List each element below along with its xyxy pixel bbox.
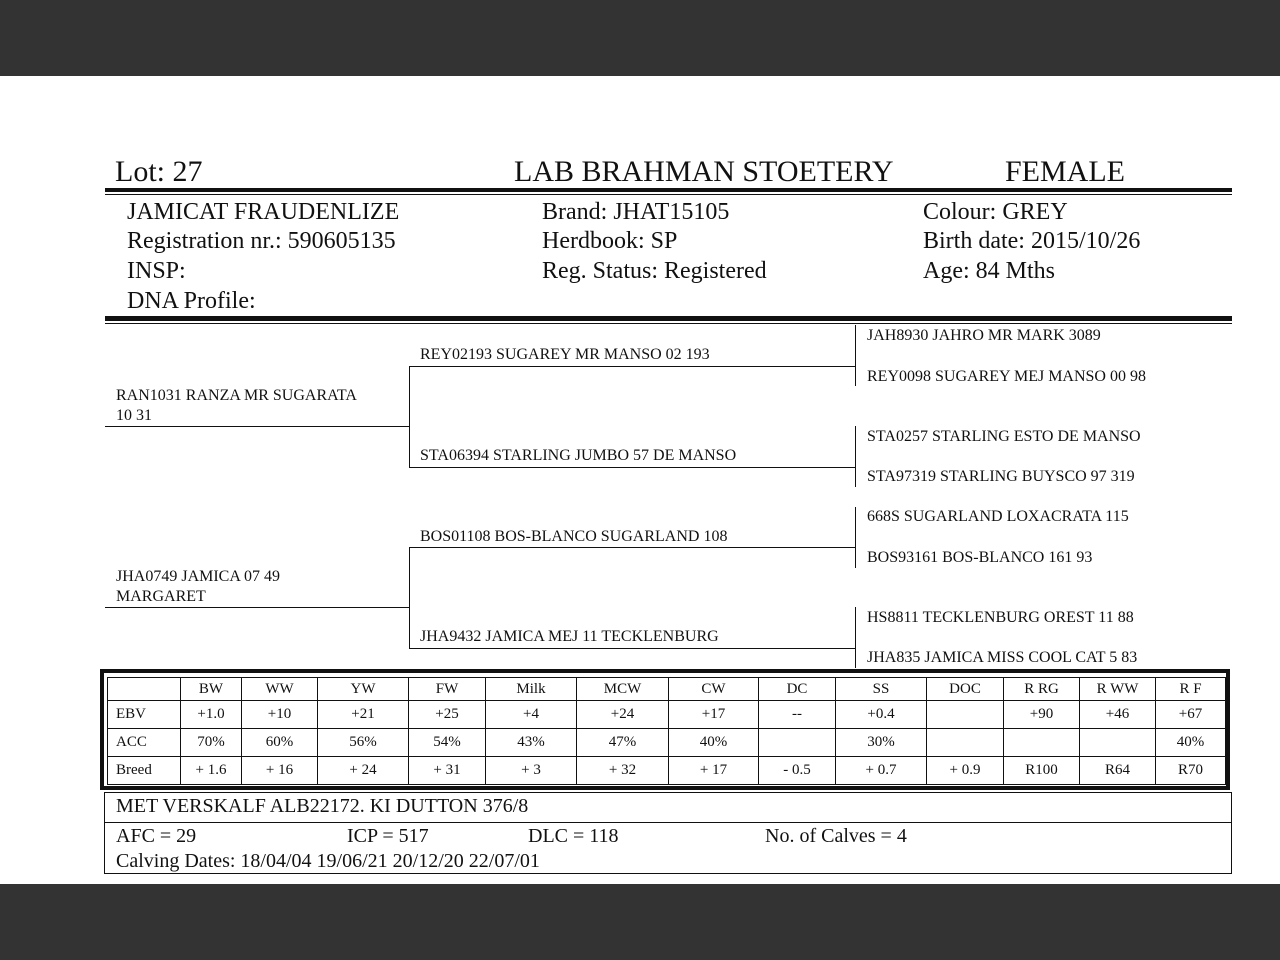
- animal-name: JAMICAT FRAUDENLIZE: [127, 199, 400, 225]
- ss-bracket: [855, 325, 856, 386]
- sex-label: FEMALE: [1005, 155, 1125, 188]
- ebv-cell: 60%: [242, 729, 318, 757]
- sd-line: [409, 467, 855, 468]
- ebv-cell: + 16: [242, 757, 318, 785]
- ebv-header-cell: DOC: [927, 678, 1004, 701]
- insp-field: INSP:: [127, 258, 186, 284]
- ebv-row-label: Breed: [108, 757, 181, 785]
- ebv-cell: R64: [1080, 757, 1156, 785]
- remark-text: MET VERSKALF ALB22172. KI DUTTON 376/8: [116, 795, 529, 817]
- ebv-cell: +1.0: [181, 701, 242, 729]
- sire-name: RAN1031 RANZA MR SUGARATA: [116, 387, 357, 404]
- ebv-row: [108, 701, 1226, 729]
- notes-separator: [104, 822, 1232, 823]
- ebv-cell: 40%: [669, 729, 759, 757]
- ebv-cell: [759, 729, 836, 757]
- ebv-cell: + 31: [409, 757, 486, 785]
- ebv-cell: + 32: [577, 757, 669, 785]
- info-rule: [105, 316, 1232, 321]
- calving-dates: Calving Dates: 18/04/04 19/06/21 20/12/20 22/07/01: [116, 850, 540, 872]
- ebv-cell: 43%: [486, 729, 577, 757]
- ebv-table: [107, 677, 1226, 785]
- ds-bracket: [855, 507, 856, 568]
- ebv-cell: +67: [1156, 701, 1226, 729]
- ebv-cell: + 17: [669, 757, 759, 785]
- ebv-cell: [927, 701, 1004, 729]
- sd-bracket: [855, 426, 856, 487]
- dsd-name: BOS93161 BOS-BLANCO 161 93: [867, 549, 1093, 566]
- ebv-header-cell: R F: [1156, 678, 1226, 701]
- breeder-name: LAB BRAHMAN STOETERY: [514, 155, 894, 188]
- afc-value: AFC = 29: [116, 825, 197, 847]
- colour-field: Colour: GREY: [923, 199, 1068, 225]
- ebv-header-cell: WW: [242, 678, 318, 701]
- ebv-cell: +90: [1004, 701, 1080, 729]
- icp-value: ICP = 517: [347, 825, 429, 847]
- ebv-cell: + 0.7: [836, 757, 927, 785]
- sds-name: STA0257 STARLING ESTO DE MANSO: [867, 428, 1141, 445]
- ebv-cell: R100: [1004, 757, 1080, 785]
- ebv-cell: + 24: [318, 757, 409, 785]
- ebv-cell: + 1.6: [181, 757, 242, 785]
- dam-line: [105, 607, 409, 608]
- ebv-cell: 56%: [318, 729, 409, 757]
- ebv-header-cell: Milk: [486, 678, 577, 701]
- reg-status-field: Reg. Status: Registered: [542, 258, 767, 284]
- ebv-header-cell: FW: [409, 678, 486, 701]
- ds-line: [409, 547, 855, 548]
- ebv-cell: +24: [577, 701, 669, 729]
- ebv-header-cell: SS: [836, 678, 927, 701]
- ebv-cell: +25: [409, 701, 486, 729]
- ddd-name: JHA835 JAMICA MISS COOL CAT 5 83: [867, 649, 1138, 666]
- sdd-name: STA97319 STARLING BUYSCO 97 319: [867, 468, 1135, 485]
- calves-count: No. of Calves = 4: [765, 825, 907, 847]
- ebv-cell: 40%: [1156, 729, 1226, 757]
- sire-bracket: [409, 366, 410, 467]
- sire-line: [105, 426, 409, 427]
- sire-name-line2: 10 31: [116, 407, 152, 424]
- ebv-header-row: [108, 678, 1226, 701]
- ebv-header-cell: DC: [759, 678, 836, 701]
- ebv-cell: --: [759, 701, 836, 729]
- top-frame-bar: [0, 0, 1280, 76]
- ebv-cell: +4: [486, 701, 577, 729]
- dam-name-line2: MARGARET: [116, 588, 206, 605]
- ebv-header-cell: MCW: [577, 678, 669, 701]
- dss-name: 668S SUGARLAND LOXACRATA 115: [867, 508, 1129, 525]
- sire-dam-name: STA06394 STARLING JUMBO 57 DE MANSO: [420, 447, 737, 464]
- birth-date-field: Birth date: 2015/10/26: [923, 228, 1141, 254]
- dam-sire-name: BOS01108 BOS-BLANCO SUGARLAND 108: [420, 528, 728, 545]
- ebv-cell: + 0.9: [927, 757, 1004, 785]
- ebv-cell: +10: [242, 701, 318, 729]
- ss-line: [409, 366, 855, 367]
- sire-sire-name: REY02193 SUGAREY MR MANSO 02 193: [420, 346, 710, 363]
- brand-field: Brand: JHAT15105: [542, 199, 730, 225]
- acc-row: [108, 729, 1226, 757]
- sss-name: JAH8930 JAHRO MR MARK 3089: [867, 327, 1101, 344]
- bottom-frame-bar: [0, 884, 1280, 960]
- dlc-value: DLC = 118: [528, 825, 619, 847]
- ebv-cell: +17: [669, 701, 759, 729]
- ebv-cell: + 3: [486, 757, 577, 785]
- breed-row: [108, 757, 1226, 785]
- registration-number: Registration nr.: 590605135: [127, 228, 396, 254]
- herdbook-field: Herdbook: SP: [542, 228, 678, 254]
- ebv-cell: 54%: [409, 729, 486, 757]
- ebv-cell: [1004, 729, 1080, 757]
- dd-line: [409, 648, 855, 649]
- ebv-header-cell: CW: [669, 678, 759, 701]
- ebv-header-cell: [108, 678, 181, 701]
- ebv-row-label: ACC: [108, 729, 181, 757]
- dds-name: HS8811 TECKLENBURG OREST 11 88: [867, 609, 1134, 626]
- ebv-header-cell: R WW: [1080, 678, 1156, 701]
- age-field: Age: 84 Mths: [923, 258, 1055, 284]
- ebv-header-cell: BW: [181, 678, 242, 701]
- dna-profile-field: DNA Profile:: [127, 288, 256, 314]
- ebv-cell: - 0.5: [759, 757, 836, 785]
- ebv-cell: 30%: [836, 729, 927, 757]
- ebv-cell: 47%: [577, 729, 669, 757]
- lot-number: Lot: 27: [115, 155, 203, 188]
- ebv-cell: [927, 729, 1004, 757]
- ebv-row-label: EBV: [108, 701, 181, 729]
- dam-dam-name: JHA9432 JAMICA MEJ 11 TECKLENBURG: [420, 628, 719, 645]
- ebv-header-cell: R RG: [1004, 678, 1080, 701]
- ebv-header-cell: YW: [318, 678, 409, 701]
- ebv-cell: [1080, 729, 1156, 757]
- ebv-cell: +21: [318, 701, 409, 729]
- header-rule-thin: [105, 194, 1232, 195]
- ebv-cell: +0.4: [836, 701, 927, 729]
- ebv-cell: +46: [1080, 701, 1156, 729]
- dam-name: JHA0749 JAMICA 07 49: [116, 568, 281, 585]
- dam-bracket: [409, 547, 410, 648]
- dd-bracket: [855, 607, 856, 668]
- ebv-cell: R70: [1156, 757, 1226, 785]
- header-rule: [105, 188, 1232, 192]
- ssd-name: REY0098 SUGAREY MEJ MANSO 00 98: [867, 368, 1146, 385]
- ebv-cell: 70%: [181, 729, 242, 757]
- info-rule-thin: [105, 323, 1232, 324]
